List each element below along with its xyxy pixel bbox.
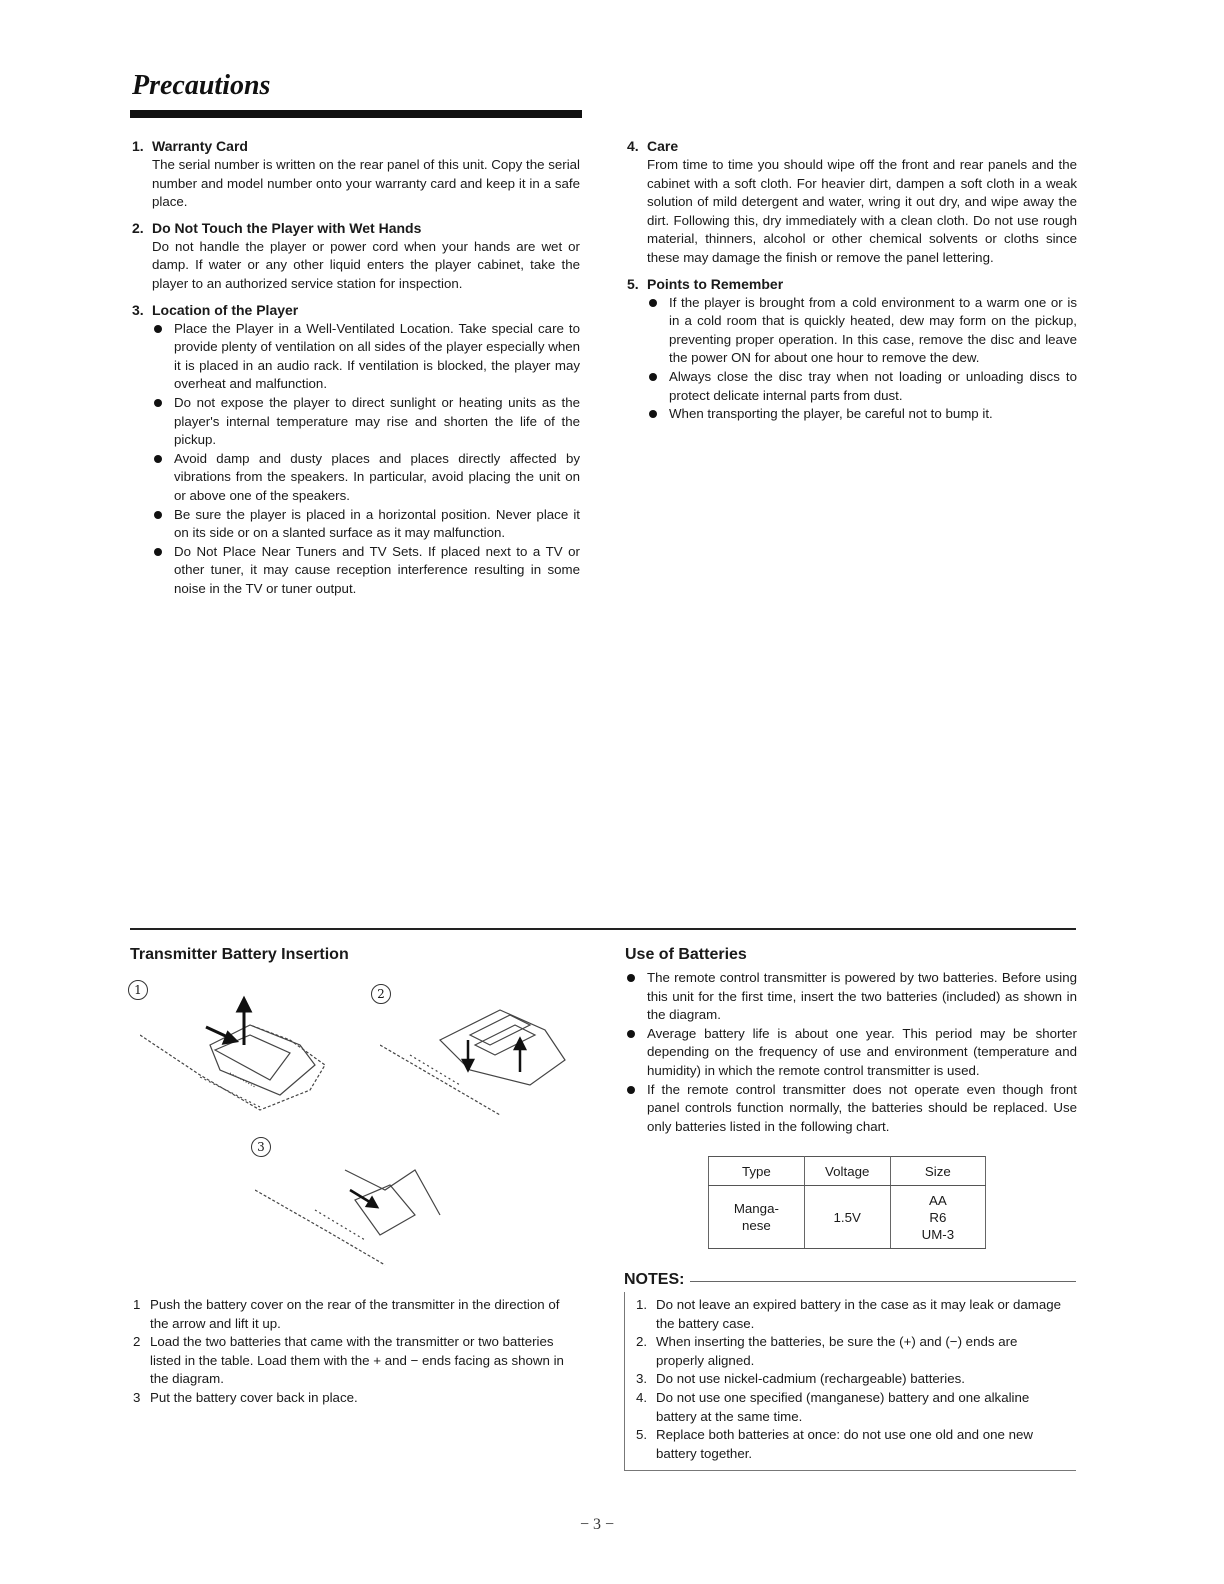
list-item: Always close the disc tray when not loading or unloading discs to protect delicate internal parts from dust.: [669, 368, 1077, 405]
list-item: The remote control transmitter is powered by two batteries. Before using this unit for the first time, insert the two batteries (included) as shown in the diagram.: [647, 969, 1077, 1025]
section-heading: [627, 275, 1077, 294]
section-heading: [627, 137, 1077, 156]
batteries-heading: Use of Batteries: [625, 946, 747, 963]
title-rule: [130, 110, 582, 118]
right-column: [627, 137, 1077, 431]
section-title: Warranty Card: [152, 138, 248, 154]
transmitter-heading: Transmitter Battery Insertion: [130, 946, 349, 963]
section-title: Points to Remember: [647, 275, 784, 292]
section-number: 1.: [132, 138, 144, 154]
figure-label-2: 2: [371, 984, 391, 1004]
note-number: 3.: [636, 1371, 648, 1387]
note-text: Do not leave an expired battery in the case as it may leak or damage the battery case.: [656, 1297, 1062, 1331]
cell-line: nese: [741, 1218, 771, 1233]
table-row: [709, 1186, 986, 1249]
cell-line: UM-3: [921, 1226, 955, 1242]
table-header-cell: Type: [709, 1157, 805, 1186]
list-item: Avoid damp and dusty places and places directly affected by vibrations from the speakers. In particular, avoid placing the unit on or above one of the speakers.: [174, 450, 580, 506]
table-header-cell: Size: [890, 1157, 985, 1186]
table-cell-voltage: 1.5V: [804, 1186, 890, 1249]
figure-label-1: 1: [128, 980, 148, 1000]
section-number: 2.: [132, 219, 144, 236]
note-text: Replace both batteries at once: do not use one old and one new battery together.: [656, 1427, 1034, 1461]
list-item: Do Not Place Near Tuners and TV Sets. If placed next to a TV or other tuner, it may cause reception interference resulting in some noise in the TV or tuner output.: [174, 543, 580, 599]
list-item: Average battery life is about one year. This period may be shorter depending on the frequency of use and environment (temperature and humidity) in which the remote control transmitter is used.: [647, 1025, 1077, 1081]
battery-loading-diagram: [380, 1000, 580, 1120]
notes-list: [624, 1296, 1064, 1463]
section-wet-hands: [132, 219, 580, 294]
note-item: [624, 1370, 1064, 1389]
note-text: When inserting the batteries, be sure the (+) and (−) ends are properly aligned.: [656, 1334, 1018, 1368]
note-number: 5.: [636, 1427, 648, 1443]
table-cell-type: [709, 1186, 805, 1249]
step-text: Push the battery cover on the rear of the transmitter in the direction of the arrow and lift it up.: [150, 1297, 560, 1331]
section-divider: [130, 928, 1076, 930]
section-title: Location of the Player: [152, 301, 299, 318]
notes-rule: [690, 1281, 1076, 1282]
step-number: 3: [133, 1389, 141, 1405]
section-warranty-card: [132, 137, 580, 212]
section-number: 3.: [132, 301, 144, 318]
note-text: Do not use nickel-cadmium (rechargeable) batteries.: [656, 1371, 965, 1387]
step-text: Put the battery cover back in place.: [150, 1389, 358, 1405]
section-points-to-remember: [627, 275, 1077, 424]
notes-title: NOTES:: [624, 1271, 685, 1288]
note-text: Do not use one specified (manganese) battery and one alkaline battery at the same time.: [656, 1389, 1030, 1424]
step-number: 1: [133, 1297, 141, 1312]
section-number: 4.: [627, 138, 639, 154]
page-number: − 3 −: [580, 1516, 615, 1533]
section-heading: [132, 301, 580, 320]
note-number: 4.: [636, 1389, 648, 1405]
battery-chart-table: [708, 1156, 986, 1249]
note-item: [624, 1389, 1064, 1426]
list-item: Be sure the player is placed in a horizontal position. Never place it on its side or on a slanted surface as it may malfunction.: [174, 506, 580, 543]
list-item: Place the Player in a Well-Ventilated Location. Take special care to provide plenty of ventilation on all sides of the player especially when it is placed in an audio rack. If ventilation is blocked, the player may overheat and malfunction.: [174, 320, 580, 394]
figure-label-3: 3: [251, 1137, 271, 1157]
list-item: Do not expose the player to direct sunlight or heating units as the player's internal temperature may rise and shorten the life of the pickup.: [174, 394, 580, 450]
battery-cover-close-diagram: [255, 1160, 455, 1270]
battery-cover-open-diagram: [140, 995, 340, 1115]
section-care: [627, 137, 1077, 268]
table-header-row: [709, 1157, 986, 1186]
step-item: [130, 1389, 580, 1408]
note-item: [624, 1296, 1064, 1333]
step-item: [130, 1296, 580, 1333]
cell-line: R6: [929, 1209, 947, 1225]
step-item: [130, 1333, 580, 1389]
table-header-cell: Voltage: [804, 1157, 890, 1186]
section-body: From time to time you should wipe off the front and rear panels and the cabinet with a soft cloth. For heavier dirt, dampen a soft cloth in a weak solution of mild detergent and water, wring it out dry, and wipe away the dirt. Following this, dry immediately with a clean cloth. Do not use rough material, thinners, alcohol or other chemical solvents or cloths since these may damage the finish or remove the panel lettering.: [647, 157, 1077, 265]
section-title: Care: [647, 138, 679, 154]
section-title: Do Not Touch the Player with Wet Hands: [152, 219, 422, 236]
notes-bottom-border: [624, 1470, 1076, 1471]
step-number: 2: [133, 1334, 141, 1350]
section-heading: [132, 219, 580, 238]
table-cell-size: [890, 1186, 985, 1249]
note-item: [624, 1426, 1064, 1463]
note-item: [624, 1333, 1064, 1370]
page-title: Precautions: [132, 70, 271, 101]
bullet-list: [132, 320, 580, 599]
list-item: If the player is brought from a cold environment to a warm one or is in a cold room that is quickly heated, dew may form on the pickup, preventing proper operation. In this case, remove the disc and leave the power ON for about one hour to remove the dew.: [669, 294, 1077, 368]
bullet-list: [627, 294, 1077, 424]
note-number: 1.: [636, 1297, 648, 1312]
step-text: Load the two batteries that came with the transmitter or two batteries listed in the table. Load them with the + and − ends facing as shown in the diagram.: [150, 1334, 564, 1387]
batteries-bullet-list: [605, 969, 1077, 1136]
list-item: If the remote control transmitter does not operate even though front panel controls function normally, the batteries should be replaced. Use only batteries listed in the following chart.: [647, 1081, 1077, 1137]
section-number: 5.: [627, 275, 639, 292]
section-body: The serial number is written on the rear panel of this unit. Copy the serial number and model number onto your warranty card and keep it in a safe place.: [152, 157, 580, 210]
section-heading: [132, 137, 580, 156]
note-number: 2.: [636, 1334, 648, 1350]
left-column: [132, 137, 580, 605]
list-item: When transporting the player, be careful not to bump it.: [669, 405, 1077, 424]
section-body: Do not handle the player or power cord when your hands are wet or damp. If water or any other liquid enters the player cabinet, take the player to an authorized service station for inspection.: [152, 238, 580, 291]
section-location: [132, 301, 580, 599]
insertion-steps: [130, 1296, 580, 1408]
cell-line: Manga-: [733, 1201, 779, 1216]
cell-line: AA: [928, 1192, 947, 1208]
